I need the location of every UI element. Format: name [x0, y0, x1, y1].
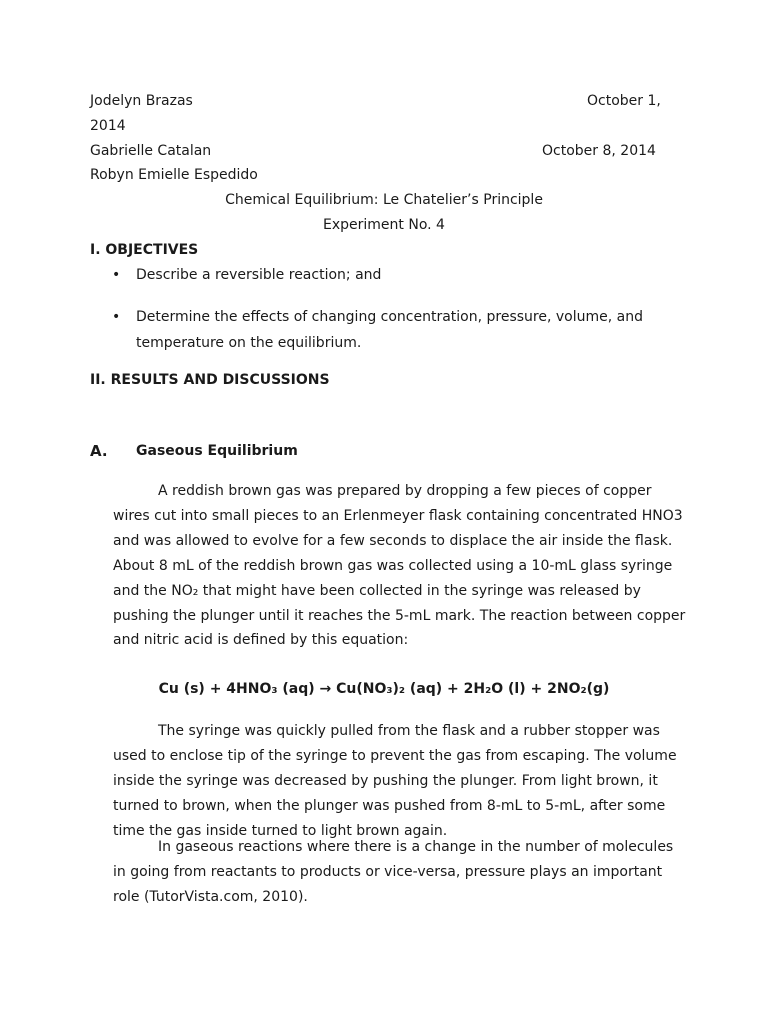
paragraph-line: inside the syringe was decreased by pushing the plunger. From light brown, it — [113, 773, 658, 789]
paragraph-line: About 8 mL of the reddish brown gas was collected using a 10-mL glass syringe — [113, 558, 673, 574]
paragraph-line: The syringe was quickly pulled from the flask and a rubber stopper was — [158, 723, 660, 739]
author-name-2: Gabrielle Catalan — [90, 143, 212, 159]
bullet-icon: • — [112, 267, 121, 283]
subsection-letter: A. — [90, 442, 108, 460]
paragraph-line: wires cut into small pieces to an Erlenmeyer flask containing concentrated HNO3 — [113, 508, 683, 524]
document-title: Chemical Equilibrium: Le Chatelier’s Principle — [225, 192, 543, 208]
objective-text: Determine the effects of changing concentration, pressure, volume, and — [136, 309, 643, 325]
paragraph-line: and was allowed to evolve for a few seconds to displace the air inside the flask. — [113, 533, 673, 549]
author-name-3: Robyn Emielle Espedido — [90, 167, 258, 183]
experiment-number: Experiment No. 4 — [323, 217, 445, 233]
paragraph-line: time the gas inside turned to light brown again. — [113, 823, 448, 839]
paragraph-line: turned to brown, when the plunger was pushed from 8-mL to 5-mL, after some — [113, 798, 666, 814]
paragraph-line: In gaseous reactions where there is a change in the number of molecules — [158, 839, 674, 855]
objectives-heading: I. OBJECTIVES — [90, 242, 199, 258]
paragraph-line: role (TutorVista.com, 2010). — [113, 889, 308, 905]
date-1-year: 2014 — [90, 118, 126, 134]
paragraph-line: in going from reactants to products or vice-versa, pressure plays an important — [113, 864, 663, 880]
paragraph-line: used to enclose tip of the syringe to prevent the gas from escaping. The volume — [113, 748, 677, 764]
chemical-equation: Cu (s) + 4HNO₃ (aq) → Cu(NO₃)₂ (aq) + 2H₂O (l) + 2NO₂(g) — [158, 681, 610, 697]
objective-text: Describe a reversible reaction; and — [136, 267, 382, 283]
date-1: October 1, — [587, 93, 661, 109]
subsection-title: Gaseous Equilibrium — [136, 443, 298, 459]
paragraph-line: A reddish brown gas was prepared by dropping a few pieces of copper — [158, 483, 652, 499]
bullet-icon: • — [112, 309, 121, 325]
results-heading: II. RESULTS AND DISCUSSIONS — [90, 372, 330, 388]
paragraph-line: and nitric acid is defined by this equation: — [113, 632, 409, 648]
date-2: October 8, 2014 — [542, 143, 656, 159]
paragraph-line: and the NO₂ that might have been collected in the syringe was released by — [113, 583, 641, 599]
author-name-1: Jodelyn Brazas — [90, 93, 193, 109]
paragraph-line: pushing the plunger until it reaches the 5-mL mark. The reaction between copper — [113, 608, 686, 624]
objective-text: temperature on the equilibrium. — [136, 335, 362, 351]
